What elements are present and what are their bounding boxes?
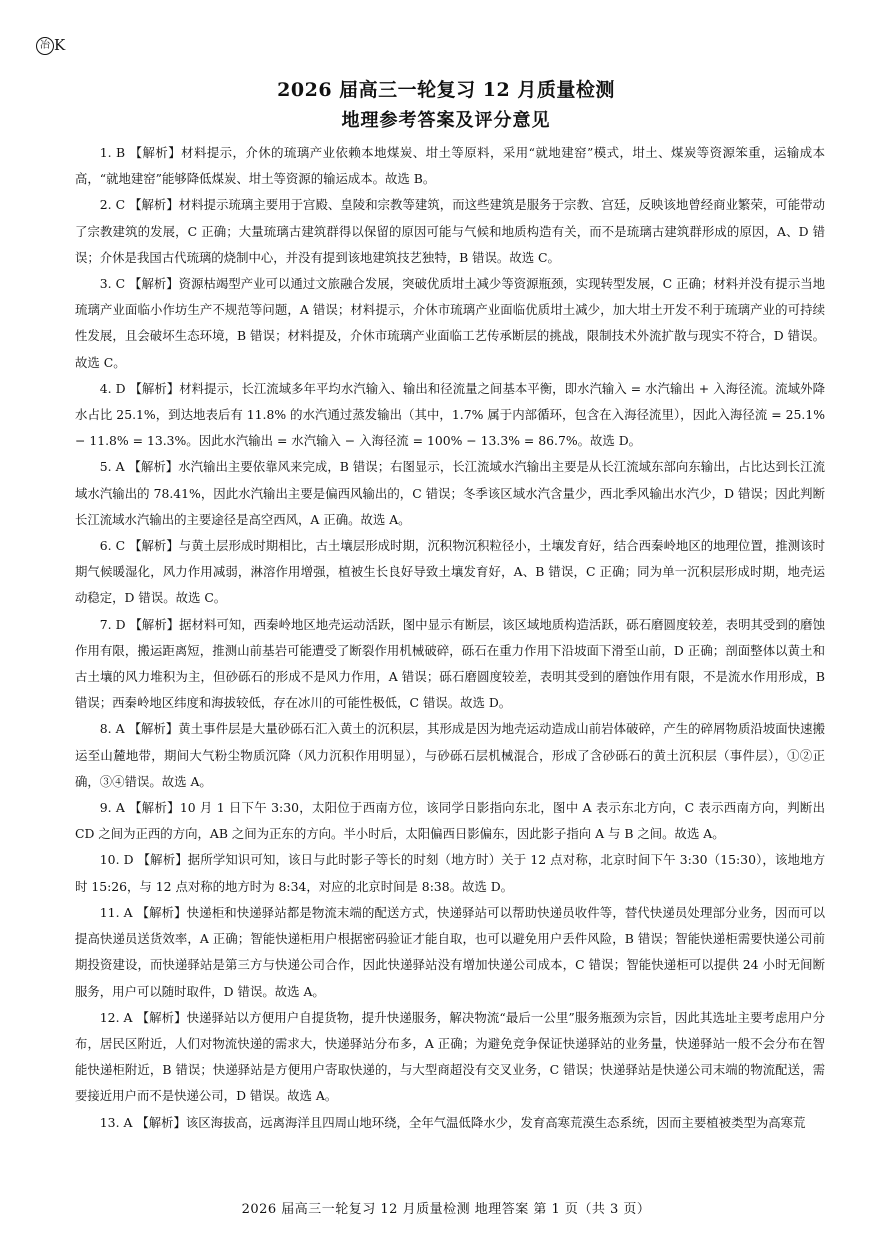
answer-item — [75, 847, 825, 899]
answer-item — [75, 900, 825, 1005]
answer-explanation: 【解析】该区海拔高，远离海洋且四周山地环绕，全年气温低降水少，发育高寒荒漠生态系统，因而主要植被类型为高寒荒 — [136, 1114, 806, 1130]
answer-number: 4. D — [99, 380, 126, 396]
answer-explanation: 【解析】据材料可知，西秦岭地区地壳运动活跃，图中显示有断层，该区域地质构造活跃，砾石磨圆度较差，表明其受到的磨蚀作用有限，搬运距离短，推测山前基岩可能遭受了断裂作用机械破碎，砾石在重力作用下沿坡面下滑至山前，D 正确；剖面整体以黄土和古土壤的风力堆积为主，但砂砾石的形成不是风力作用，A 错误；砾石磨圆度较差，表明其受到的磨蚀作用有限，不是流水作用形成，B 错误；西秦岭地区纬度和海拔较低，存在冰川的可能性极低，C 错误。故选 D。 — [75, 616, 825, 711]
answer-explanation: 【解析】与黄土层形成时期相比，古土壤层形成时期，沉积物沉积粒径小，土壤发育好，结合西秦岭地区的地理位置，推测该时期气候暖湿化，风力作用减弱，淋溶作用增强，植被生长良好导致土壤发育好，A、B 错误，C 正确；同为单一沉积层形成时期，地壳运动稳定，D 错误。故选 C。 — [75, 538, 825, 606]
answer-number: 13. A — [99, 1114, 133, 1130]
answer-explanation: 【解析】据所学知识可知，该日与此时影子等长的时刻（地方时）关于 12 点对称，北京时间下午 3:30（15:30），该地地方时 15:26，与 12 点对称的地方时为 8:34，对应的北京时间是 8:38。故选 D。 — [75, 852, 825, 894]
answer-item — [75, 612, 825, 717]
answer-explanation: 【解析】黄土事件层是大量砂砾石汇入黄土的沉积层，其形成是因为地壳运动造成山前岩体破碎，产生的碎屑物质沿坡面快速搬运至山麓地带，期间大气粉尘物质沉降（风力沉积作用明显），与砂砾石层机械混合，形成了含砂砾石的黄土沉积层（事件层），①②正确，③④错误。故选 A。 — [75, 721, 825, 789]
answer-item — [75, 454, 825, 533]
answer-item — [75, 795, 825, 847]
answer-number: 8. A — [99, 721, 125, 737]
answer-explanation: 【解析】资源枯竭型产业可以通过文旅融合发展，突破优质坩土减少等资源瓶颈，实现转型发展，C 正确；材料并没有提示当地琉璃产业面临小作坊生产不规范等问题，A 错误；材料提示，介休市琉璃产业面临优质坩土减少，加大坩土开发不利于琉璃产业的可持续性发展，且会破坏生态环境，B 错误；材料提及，介休市琉璃产业面临工艺传承断层的挑战，限制技术外流扩散与现实不符合，D 错误。故选 C。 — [75, 276, 825, 370]
answer-number: 2. C — [99, 197, 126, 213]
answer-number: 11. A — [99, 904, 133, 920]
answer-explanation: 【解析】水汽输出主要依靠风来完成，B 错误；右图显示，长江流域水汽输出主要是从长江流域东部向东输出，占比达到长江流域水汽输出的 78.41%，因此水汽输出主要是偏西风输出的，C 错误；冬季该区域水汽含量少，西北季风输出水汽少，D 错误；因此判断长江流域水汽输出的主要途径是高空西风，A 正确。故选 A。 — [75, 459, 825, 527]
answer-explanation: 【解析】快递驿站以方便用户自提货物，提升快递服务，解决物流“最后一公里”服务瓶颈为宗旨，因此其选址主要考虑用户分布，居民区附近，人们对物流快递的需求大，快递驿站分布多，A 正确；为避免竞争保证快递驿站的业务量，快递驿站一般不会分布在智能快递柜附近，B 错误；快递驿站是方便用户寄取快递的，与大型商超没有交叉业务，C 错误；快递驿站是快递公司末端的物流配送，需要接近用户而不是快递公司，D 错误。故选 A。 — [75, 1009, 825, 1104]
answer-explanation: 【解析】快递柜和快递驿站都是物流末端的配送方式，快递驿站可以帮助快递员收件等，替代快递员处理部分业务，因而可以提高快递员送货效率，A 正确；智能快递柜用户根据密码验证才能自取，也可以避免用户丢件风险，B 错误；智能快递柜需要快递公司前期投资建设，而快递驿站是第三方与快递公司合作，因此快递驿站没有增加快递公司成本，C 错误；智能快递柜可以提供 24 小时无间断服务，用户可以随时取件，D 错误。故选 A。 — [75, 904, 826, 999]
logo — [36, 36, 65, 55]
answer-number: 3. C — [99, 276, 126, 292]
answer-number: 9. A — [99, 800, 125, 816]
answer-number: 5. A — [99, 459, 125, 475]
answer-item — [75, 1005, 825, 1110]
page-footer: 2026 届高三一轮复习 12 月质量检测 地理答案 第 1 页（共 3 页） — [241, 1202, 651, 1217]
answer-item — [75, 140, 825, 192]
answer-number: 12. A — [99, 1009, 133, 1025]
answer-item — [75, 192, 825, 271]
answer-explanation: 【解析】材料提示琉璃主要用于宫殿、皇陵和宗教等建筑，而这些建筑是服务于宗教、宫廷，反映该地曾经商业繁荣，可能带动了宗教建筑的发展，C 正确；大量琉璃古建筑群得以保留的原因可能与气候和地质构造有关，而不是琉璃古建筑群形成的原因，A、D 错误；介休是我国古代琉璃的烧制中心，并没有提到该地建筑技艺独特，B 错误。故选 C。 — [75, 197, 825, 265]
answer-explanation: 【解析】10 月 1 日下午 3:30，太阳位于西南方位，该同学日影指向东北，图中 A 表示东北方向，C 表示西南方向，判断出 CD 之间为正西的方向，AB 之间为正东的方向。半小时后，太阳偏西日影偏东，因此影子指向 A 与 B 之间。故选 A。 — [75, 800, 825, 842]
logo-circle-char: 冶 — [36, 37, 54, 55]
answer-number: 7. D — [99, 616, 126, 632]
logo-letter: K — [54, 36, 66, 54]
answer-item — [75, 376, 825, 455]
answer-explanation: 【解析】材料提示，介休的琉璃产业依赖本地煤炭、坩土等原料，采用“就地建窑”模式，坩土、煤炭等资源笨重，运输成本高，“就地建窑”能够降低煤炭、坩土等资源的输运成本。故选 B。 — [75, 145, 825, 187]
answer-item — [75, 1110, 825, 1136]
answer-number: 6. C — [99, 538, 126, 554]
answer-number: 10. D — [99, 852, 134, 868]
answer-number: 1. B — [99, 145, 126, 160]
answer-item — [75, 716, 825, 795]
answer-item — [75, 271, 825, 376]
document-title: 2026 届高三一轮复习 12 月质量检测 — [277, 79, 615, 101]
answer-explanation: 【解析】材料提示，长江流域多年平均水汽输入、输出和径流量之间基本平衡，即水汽输入 = 水汽输出 + 入海径流。流域外降水占比 25.1%，到达地表后有 11.8% 的水汽通过蒸发输出（其中，1.7% 属于内部循环，包含在入海径流里），因此入海径流 = 25.1% − 11.8% = 13.3%。因此水汽输出 = 水汽输入 − 入海径流 = 100% − 13.3% = 86.7%。故选 D。 — [75, 380, 825, 449]
answer-item — [75, 533, 825, 612]
document-subtitle: 地理参考答案及评分意见 — [341, 110, 551, 131]
answer-list — [75, 140, 825, 1136]
